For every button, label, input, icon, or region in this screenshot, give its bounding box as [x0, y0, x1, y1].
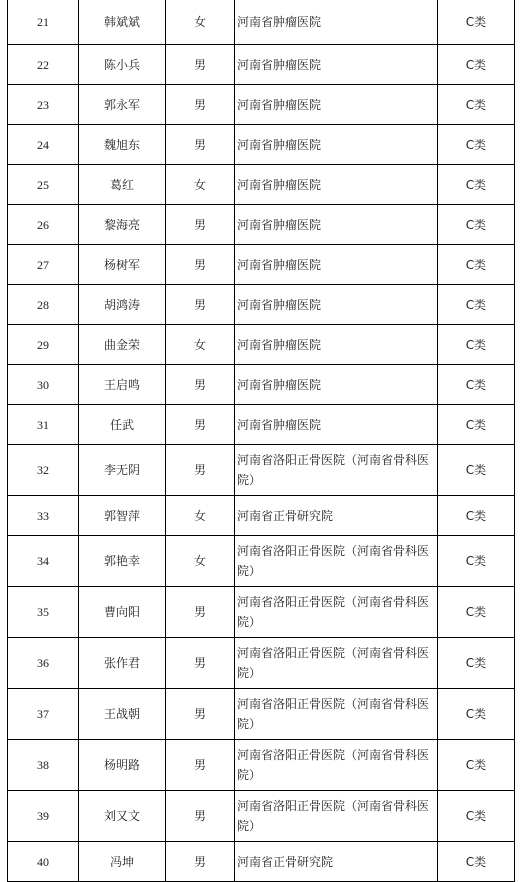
name-cell: 杨树军 — [79, 245, 166, 285]
category-cell: C类 — [438, 245, 515, 285]
table-row — [8, 842, 515, 882]
gender-cell: 女 — [166, 0, 235, 45]
name-cell: 李无阴 — [79, 445, 166, 496]
category-cell: C类 — [438, 365, 515, 405]
row-number-cell: 33 — [8, 496, 79, 536]
table-row — [8, 536, 515, 587]
gender-cell: 男 — [166, 245, 235, 285]
organization-cell: 河南省肿瘤医院 — [235, 125, 438, 165]
category-cell: C类 — [438, 445, 515, 496]
table-row — [8, 638, 515, 689]
category-cell: C类 — [438, 842, 515, 882]
organization-cell: 河南省肿瘤医院 — [235, 85, 438, 125]
name-cell: 郭艳幸 — [79, 536, 166, 587]
table-row — [8, 740, 515, 791]
table-row — [8, 325, 515, 365]
name-cell: 刘又文 — [79, 791, 166, 842]
gender-cell: 男 — [166, 445, 235, 496]
gender-cell: 男 — [166, 365, 235, 405]
table-row — [8, 689, 515, 740]
name-cell: 张作君 — [79, 638, 166, 689]
organization-cell: 河南省洛阳正骨医院（河南省骨科医院） — [235, 445, 438, 496]
table-row — [8, 45, 515, 85]
category-cell: C类 — [438, 205, 515, 245]
organization-cell: 河南省洛阳正骨医院（河南省骨科医院） — [235, 689, 438, 740]
organization-cell: 河南省肿瘤医院 — [235, 365, 438, 405]
gender-cell: 男 — [166, 791, 235, 842]
gender-cell: 女 — [166, 325, 235, 365]
table-row — [8, 791, 515, 842]
table-row — [8, 125, 515, 165]
organization-cell: 河南省正骨研究院 — [235, 496, 438, 536]
category-cell: C类 — [438, 85, 515, 125]
gender-cell: 男 — [166, 405, 235, 445]
gender-cell: 男 — [166, 587, 235, 638]
row-number-cell: 38 — [8, 740, 79, 791]
row-number-cell: 39 — [8, 791, 79, 842]
name-cell: 胡鸿涛 — [79, 285, 166, 325]
category-cell: C类 — [438, 638, 515, 689]
category-cell: C类 — [438, 587, 515, 638]
category-cell: C类 — [438, 325, 515, 365]
category-cell: C类 — [438, 285, 515, 325]
organization-cell: 河南省洛阳正骨医院（河南省骨科医院） — [235, 638, 438, 689]
table-row — [8, 245, 515, 285]
row-number-cell: 23 — [8, 85, 79, 125]
name-cell: 王战朝 — [79, 689, 166, 740]
category-cell: C类 — [438, 536, 515, 587]
organization-cell: 河南省肿瘤医院 — [235, 285, 438, 325]
row-number-cell: 36 — [8, 638, 79, 689]
category-cell: C类 — [438, 496, 515, 536]
organization-cell: 河南省洛阳正骨医院（河南省骨科医院） — [235, 791, 438, 842]
row-number-cell: 29 — [8, 325, 79, 365]
organization-cell: 河南省肿瘤医院 — [235, 245, 438, 285]
category-cell: C类 — [438, 791, 515, 842]
row-number-cell: 24 — [8, 125, 79, 165]
gender-cell: 男 — [166, 638, 235, 689]
table-row — [8, 587, 515, 638]
row-number-cell: 40 — [8, 842, 79, 882]
row-number-cell: 21 — [8, 0, 79, 45]
row-number-cell: 27 — [8, 245, 79, 285]
name-cell: 魏旭东 — [79, 125, 166, 165]
name-cell: 曲金荣 — [79, 325, 166, 365]
table-row — [8, 496, 515, 536]
gender-cell: 男 — [166, 45, 235, 85]
row-number-cell: 30 — [8, 365, 79, 405]
name-cell: 韩斌斌 — [79, 0, 166, 45]
gender-cell: 女 — [166, 165, 235, 205]
organization-cell: 河南省肿瘤医院 — [235, 405, 438, 445]
table-row — [8, 0, 515, 45]
gender-cell: 男 — [166, 285, 235, 325]
row-number-cell: 22 — [8, 45, 79, 85]
organization-cell: 河南省肿瘤医院 — [235, 45, 438, 85]
row-number-cell: 32 — [8, 445, 79, 496]
gender-cell: 男 — [166, 85, 235, 125]
category-cell: C类 — [438, 0, 515, 45]
category-cell: C类 — [438, 125, 515, 165]
table-row — [8, 405, 515, 445]
table-row — [8, 205, 515, 245]
table-row — [8, 165, 515, 205]
table-row — [8, 445, 515, 496]
organization-cell: 河南省正骨研究院 — [235, 842, 438, 882]
gender-cell: 女 — [166, 536, 235, 587]
name-cell: 杨明路 — [79, 740, 166, 791]
row-number-cell: 28 — [8, 285, 79, 325]
name-cell: 陈小兵 — [79, 45, 166, 85]
category-cell: C类 — [438, 689, 515, 740]
row-number-cell: 35 — [8, 587, 79, 638]
gender-cell: 男 — [166, 740, 235, 791]
row-number-cell: 34 — [8, 536, 79, 587]
category-cell: C类 — [438, 405, 515, 445]
organization-cell: 河南省肿瘤医院 — [235, 205, 438, 245]
category-cell: C类 — [438, 165, 515, 205]
name-cell: 郭永军 — [79, 85, 166, 125]
table-row — [8, 365, 515, 405]
organization-cell: 河南省肿瘤医院 — [235, 325, 438, 365]
personnel-table — [7, 0, 515, 882]
table-body — [8, 0, 515, 882]
category-cell: C类 — [438, 45, 515, 85]
organization-cell: 河南省洛阳正骨医院（河南省骨科医院） — [235, 587, 438, 638]
name-cell: 郭智萍 — [79, 496, 166, 536]
name-cell: 王启鸣 — [79, 365, 166, 405]
row-number-cell: 31 — [8, 405, 79, 445]
gender-cell: 男 — [166, 689, 235, 740]
row-number-cell: 26 — [8, 205, 79, 245]
name-cell: 葛红 — [79, 165, 166, 205]
name-cell: 冯坤 — [79, 842, 166, 882]
organization-cell: 河南省洛阳正骨医院（河南省骨科医院） — [235, 536, 438, 587]
gender-cell: 男 — [166, 842, 235, 882]
name-cell: 黎海亮 — [79, 205, 166, 245]
organization-cell: 河南省洛阳正骨医院（河南省骨科医院） — [235, 740, 438, 791]
category-cell: C类 — [438, 740, 515, 791]
table-row — [8, 85, 515, 125]
gender-cell: 男 — [166, 125, 235, 165]
organization-cell: 河南省肿瘤医院 — [235, 0, 438, 45]
row-number-cell: 37 — [8, 689, 79, 740]
table-row — [8, 285, 515, 325]
gender-cell: 女 — [166, 496, 235, 536]
row-number-cell: 25 — [8, 165, 79, 205]
gender-cell: 男 — [166, 205, 235, 245]
name-cell: 任武 — [79, 405, 166, 445]
organization-cell: 河南省肿瘤医院 — [235, 165, 438, 205]
name-cell: 曹向阳 — [79, 587, 166, 638]
